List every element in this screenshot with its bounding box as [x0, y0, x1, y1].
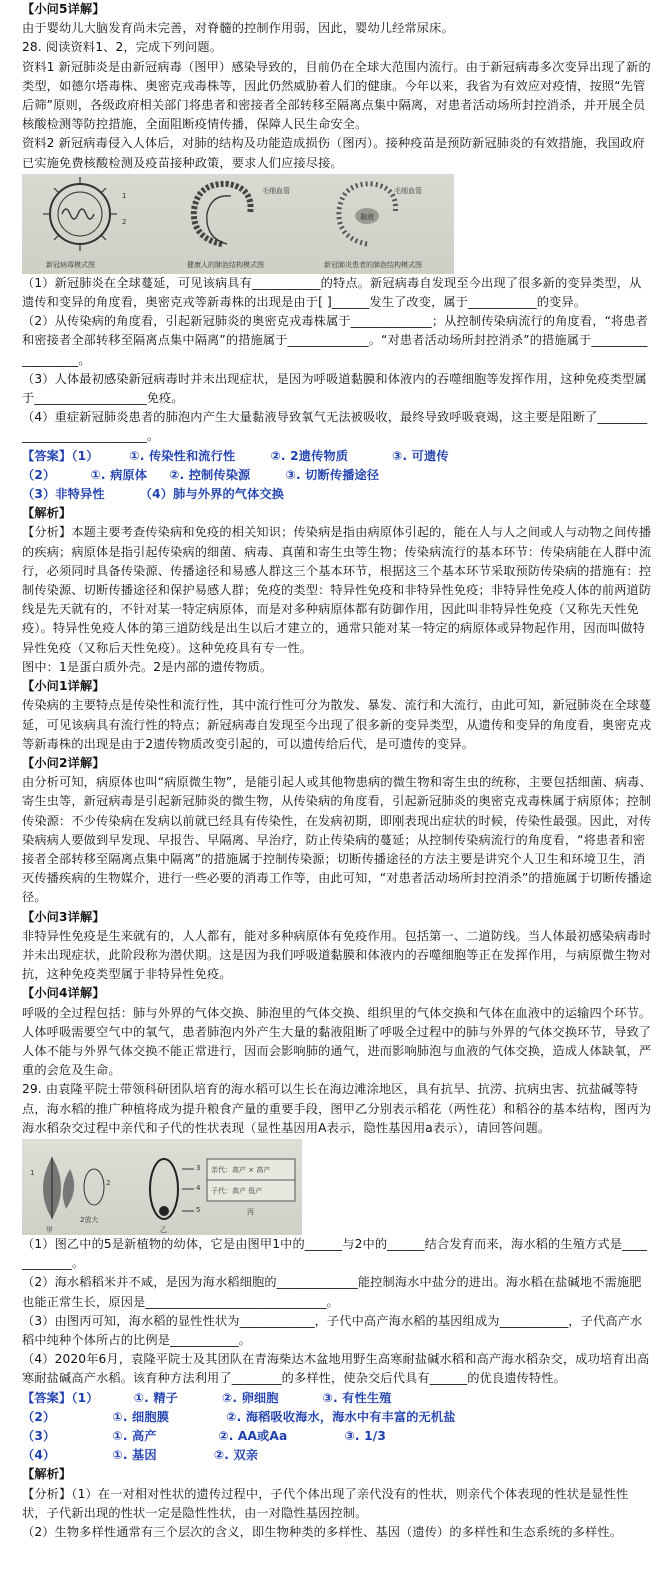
label-4: 4	[196, 1183, 201, 1192]
paragraph: （2）海水稻稻米并不咸，是因为海水稻细胞的_____________能控制海水中盐分的进出。海水稻在盐碱地不需施肥也能正常生长，原因是_____________________________。	[22, 1275, 642, 1309]
label-1: 1	[122, 191, 127, 200]
caption-virus: 新冠病毒模式图	[46, 260, 95, 269]
answer-line: 【答案】（1） ①. 精子 ②. 卵细胞 ③. 有性生殖	[22, 1390, 392, 1405]
paragraph: （4）2020年6月，袁隆平院士及其团队在青海柴达木盆地用野生高寒耐盐碱水稻和高产海水稻杂交，成功培育出高寒耐盐碱高产水稻。该育种方法利用了________的多样性，使杂交后代具有______的优良遗传特性。	[22, 1352, 650, 1386]
paragraph: （1）新冠肺炎在全球蔓延，可见该病具有___________的特点。新冠病毒自发现至今出现了很多新的变异类型，从遗传和变异的角度看，奥密克戎等新毒株的出现是由于[ ]______发生了改变，属于___________的变异。	[22, 275, 642, 310]
section-heading: 【小问4详解】	[22, 986, 105, 1001]
label-capillary-2: 毛细血管	[394, 186, 422, 195]
label-2: 2	[106, 1178, 111, 1187]
paragraph: （2）从传染病的角度看，引起新冠肺炎的奥密克戎毒株属于_____________；从控制传染病流行的角度看，“将患者和密接者全部转移至隔离点集中隔离”的措施属于_____________。“对患者活动场所封控消杀”的措施属于__________________。	[22, 314, 649, 367]
paragraph: 【分析】（1）在一对相对性状的遗传过程中，子代个体出现了亲代没有的性状，则亲代个体表现的性状是显性性状，子代新出现的性状一定是隐性性状，由一对隐性基因控制。	[22, 1486, 629, 1520]
paragraph: 【分析】本题主要考查传染病和免疫的相关知识；传染病是指由病原体引起的，能在人与人之间或人与动物之间传播的疾病；病原体是指引起传染病的细菌、病毒、真菌和寄生虫等生物；传染病流行的基本环节：传染病能在人群中流行，必须同时具备传染源、传播途径和易感人群这三个基本环节，根据这三个基本环节采取预防传染病的措施有：控制传染源、切断传播途径和保护易感人群；免疫的类型：特异性免疫和非特异性免疫；非特异性免疫人体的前两道防线是先天就有的，不针对某一特定病原体，而是对多种病原体都有防御作用，因此叫非特异性免疫（又称先天性免疫）。特异性免疫人体的第三道防线是出生以后才建立的，通常只能对某一特定的病原体或异物起作用，因而叫做特异性免疫（又称后天性免疫）。这种免疫具有专一性。	[22, 525, 652, 655]
section-heading: 【小问1详解】	[22, 679, 105, 694]
figure-virus-alveolus	[22, 174, 454, 274]
paragraph: 由于婴幼儿大脑发育尚未完善，对脊髓的控制作用弱，因此，婴幼儿经常尿床。	[22, 21, 454, 36]
paragraph: 资料2 新冠病毒侵入人体后，对肺的结构及功能造成损伤（图丙）。接种疫苗是预防新冠肺炎的有效措施，我国政府已实施免费核酸检测及疫苗接种政策，要求人们应接尽接。	[22, 136, 645, 170]
paragraph: 非特异性免疫是生来就有的，人人都有，能对多种病原体有免疫作用。包括第一、二道防线。当人体最初感染病毒时并未出现症状，此阶段称为潜伏期。这是因为我们呼吸道黏膜和体液内的吞噬细胞等正在发挥作用，与病原微生物对抗，这种免疫类型属于非特异性免疫。	[22, 928, 652, 982]
answer-line: （4） ①. 基因 ②. 双亲	[22, 1448, 259, 1463]
label-3: 3	[196, 1163, 201, 1172]
paragraph: 由分析可知，病原体也叫“病原微生物”，是能引起人或其他物患病的微生物和寄生虫的统称，主要包括细菌、病毒、寄生虫等，新冠病毒是引起新冠肺炎的微生物，从传染病的角度看，引起新冠肺炎的奥密克戎毒株属于病原体；控制传染源：不少传染病在发病以前就已经具有传染性，在发病初期，即刚表现出症状的时候，传染性最强。因此，对传染病病人要做到早发现、早报告、早隔离、早治疗，防止传染病的蔓延；从控制传染病流行的角度看，“将患者和密接者全部转移至隔离点集中隔离”的措施属于控制传染源；切断传播途径的方法主要是讲究个人卫生和环境卫生，消灭传播疾病的生物媒介，进行一些必要的消毒工作等，由此可知，“对患者活动场所封控消杀”的措施属于切断传播途径。	[22, 775, 652, 905]
paragraph: （4）重症新冠肺炎患者的肺泡内产生大量黏液导致氧气无法被吸收，最终导致呼吸衰竭，这主要是阻断了____________________________。	[22, 410, 648, 444]
caption-patient-alveolus: 新冠肺炎患者的肺泡结构模式图	[324, 260, 422, 269]
caption-zoom: 2放大	[80, 1215, 99, 1224]
label-1: 1	[30, 1168, 35, 1177]
paragraph: （3）人体最初感染新冠病毒时并未出现症状，是因为呼吸道黏膜和体液内的吞噬细胞等发挥作用，这种免疫类型属于__________________免疫。	[22, 371, 647, 406]
section-heading: 【解析】	[22, 506, 72, 521]
paragraph: （3）由图丙可知，海水稻的显性性状为____________，子代中高产海水稻的基因组成为___________，子代高产水稻中纯种个体所占的比例是___________。	[22, 1313, 643, 1347]
paragraph: 资料1 新冠肺炎是由新冠病毒（图甲）感染导致的，目前仍在全球大范围内流行。由于新冠病毒多次变异出现了新的类型，如德尔塔毒株、奥密克戎毒株等，因此仍然威胁着人们的健康。今年以来，我省为有效应对疫情，按照“先管后筛”原则，各级政府相关部门将患者和密接者全部转移至隔离点集中隔离，对患者活动场所封控消杀，并开展全员核酸检测等防控措施，全面阻断疫情传播，保障人民生命安全。	[22, 59, 651, 132]
table-offspring: 子代：高产 低产	[211, 1186, 263, 1195]
section-heading: 【小问2详解】	[22, 755, 105, 770]
section-heading: 【小问5详解】	[22, 2, 105, 16]
paragraph: 传染病的主要特点是传染性和流行性，其中流行性可分为散发、暴发、流行和大流行，由此可知，新冠肺炎在全球蔓延，可见该病具有流行性的特点；新冠病毒自发现至今出现了很多新的变异类型，从遗传和变异的角度看，奥密克戎等新毒株的出现是由于2遗传物质改变引起的，可以遗传给后代，是可遗传的变异。	[22, 698, 652, 751]
paragraph: 呼吸的全过程包括：肺与外界的气体交换、肺泡里的气体交换、组织里的气体交换和气体在血液中的运输四个环节。人体呼吸需要空气中的氧气，患者肺泡内外产生大量的黏液阻断了呼吸全过程中的肺与外界的气体交换环节，导致了人体不能与外界气体交换不能正常进行，因而会影响肺的通气，进而影响肺泡与血液的气体交换，造成人体缺氧，严重的会危及生命。	[22, 1005, 652, 1078]
answer-line: （3）非特异性 （4）肺与外界的气体交换	[22, 487, 285, 502]
answer-line: （3） ①. 高产 ②. AA或Aa ③. 1/3	[22, 1429, 386, 1443]
paragraph: 29. 由袁隆平院士带领科研团队培育的海水稻可以生长在海边滩涂地区，具有抗旱、抗涝、抗病虫害、抗盐碱等特点，海水稻的推广种植将成为提升粮食产量的重要手段，图甲乙分别表示稻花（两性花）和稻谷的基本结构，图丙为海水稻杂交过程中亲代和子代的性状表现（显性基因用A表示，隐性基因用a表示），请回答问题。	[22, 1082, 652, 1135]
caption-healthy-alveolus: 健康人的肺泡结构模式图	[187, 260, 264, 269]
label-mucus: 黏液	[360, 212, 374, 221]
figure-rice	[22, 1139, 302, 1235]
caption-yi: 乙	[160, 1225, 167, 1234]
label-capillary-1: 毛细血管	[262, 186, 290, 195]
virus-alveolus-drawing	[22, 174, 454, 274]
section-heading: 【解析】	[22, 1467, 72, 1482]
answer-line: （2） ①. 细胞膜 ②. 海稻吸收海水，海水中有丰富的无机盐	[22, 1409, 456, 1424]
answer-line: 【答案】（1） ①. 传染性和流行性 ②. 2遗传物质 ③. 可遗传	[22, 448, 449, 463]
paragraph: 28. 阅读资料1、2，完成下列问题。	[22, 40, 223, 55]
section-heading: 【小问3详解】	[22, 909, 105, 924]
label-5: 5	[196, 1205, 201, 1214]
caption-jia: 甲	[46, 1225, 53, 1234]
caption-bing: 丙	[247, 1207, 254, 1216]
label-2: 2	[122, 217, 127, 226]
paragraph: 图中：1是蛋白质外壳。2是内部的遗传物质。	[22, 659, 273, 674]
answer-line: （2） ①. 病原体 ②. 控制传染源 ③. 切断传播途径	[22, 467, 380, 482]
table-parents: 亲代：高产 × 高产	[211, 1165, 271, 1174]
paragraph: （2）生物多样性通常有三个层次的含义，即生物种类的多样性、基因（遗传）的多样性和生态系统的多样性。	[22, 1525, 623, 1540]
paragraph: （1）图乙中的5是新植物的幼体，它是由图甲1中的______与2中的______结合发育而来，海水稻的生殖方式是____________。	[22, 1236, 648, 1271]
